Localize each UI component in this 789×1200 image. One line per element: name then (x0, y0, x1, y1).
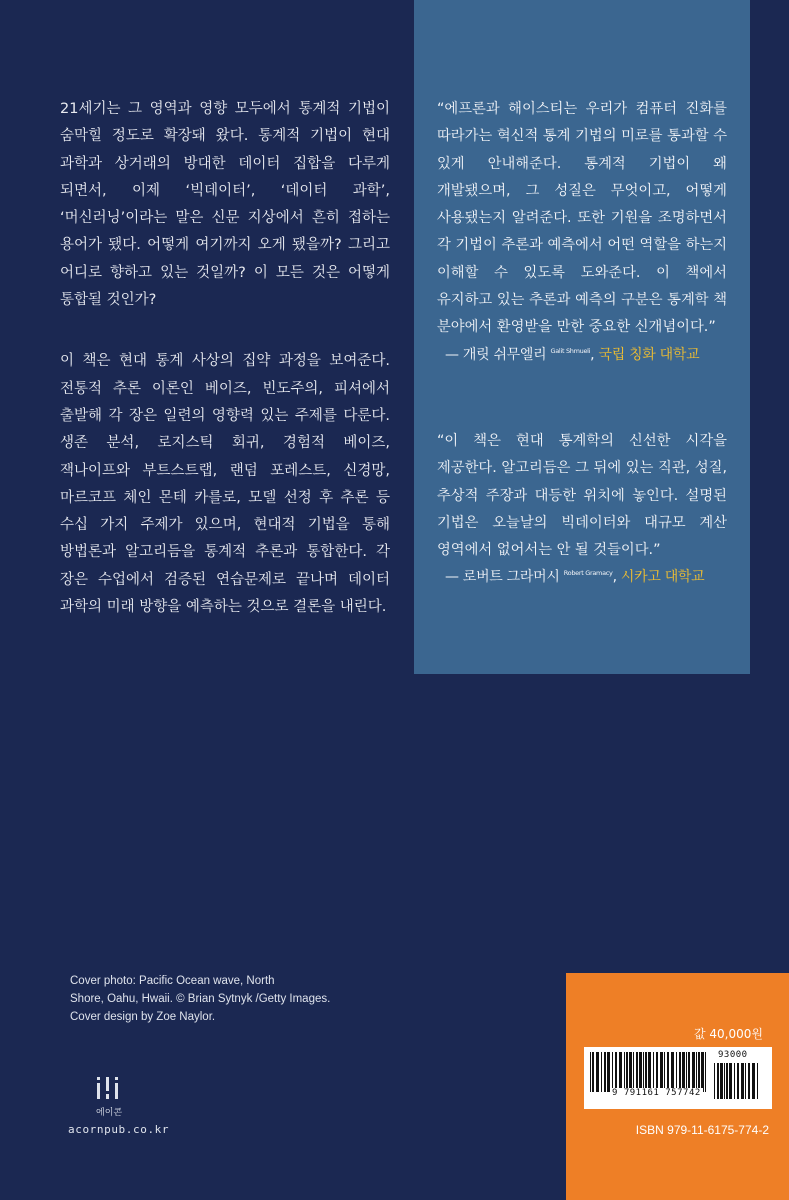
barcode-bar (592, 1052, 594, 1092)
testimonial-1-affiliation: 국립 칭화 대학교 (598, 346, 700, 363)
barcode-bar (645, 1052, 647, 1092)
barcode-bar (636, 1052, 638, 1092)
barcode-bar (752, 1063, 755, 1099)
publisher-name: 에이콘 (96, 1108, 123, 1118)
barcode-bar (737, 1063, 739, 1099)
barcode-bar (671, 1052, 674, 1092)
barcode-bar (682, 1052, 685, 1092)
testimonial-2-attribution (437, 566, 727, 586)
barcode-bar (714, 1063, 715, 1099)
barcode-bar (667, 1052, 669, 1092)
credit-line-2: Shore, Oahu, Hwaii. © Brian Sytnyk /Getty Images. (70, 993, 331, 1005)
barcode-main-bars (590, 1052, 710, 1092)
description-paragraph-2: 이 책은 현대 통계 사상의 집약 과정을 보여준다. 전통적 추론 이론인 베이즈, 빈도주의, 피셔에서 출발해 각 장은 일련의 영향력 있는 주제를 다룬다. 생존 분석, 로지스틱 회귀, 경험적 베이즈, 잭나이프와 부트스트랩, 랜덤 포레스트, 신경망, 마르코프 체인 몬테 카를로, 모델 선정 후 추론 등 수십 가지 주제가 있으며, 현대적 기법을 통해 방법론과 알고리듬을 통계적 추론과 통합한다. 각 장은 수업에서 검증된 연습문제로 끝나며 데이터 과학의 미래 방향을 예측하는 것으로 결론을 내린다. (60, 353, 390, 616)
barcode-bar (717, 1063, 719, 1099)
barcode-bar (643, 1052, 644, 1092)
barcode-addon-bars (714, 1063, 764, 1099)
barcode-bar (626, 1052, 628, 1092)
barcode-bar (619, 1052, 622, 1092)
price: 값 40,000원 (694, 1027, 763, 1041)
barcode-bar (676, 1052, 677, 1092)
testimonial-2-author: 로버트 그라머시 (462, 569, 560, 586)
barcode-bar (692, 1052, 695, 1092)
testimonial-1 (437, 96, 727, 364)
barcode-bar (633, 1052, 634, 1092)
description-paragraph-1: 21세기는 그 영역과 영향 모두에서 통계적 기법이 숨막힐 정도로 확장돼 왔다. 통계적 기법이 현대 과학과 상거래의 방대한 데이터 집합을 다루게 되면서, 이제 ‘빅데이터’, ‘데이터 과학’, ‘머신러닝’이라는 말은 신문 지상에서 흔히 접하는 용어가 됐다. 어떻게 여기까지 오게 됐을까? 그리고 어디로 향하고 있는 것일까? 이 모든 것은 어떻게 통합될 것인가? (60, 101, 390, 309)
barcode-bar (624, 1052, 625, 1092)
barcode-bar (705, 1052, 706, 1092)
barcode-bar (701, 1052, 704, 1092)
barcode-bar (660, 1052, 663, 1092)
barcode-bar (612, 1052, 613, 1092)
isbn: ISBN 979-11-6175-774-2 (635, 1123, 769, 1137)
barcode-bar (698, 1052, 700, 1092)
testimonial-1-attribution (437, 344, 727, 364)
attribution-separator: , (590, 346, 599, 363)
barcode-bar (686, 1052, 687, 1092)
testimonial-2-affiliation: 시카고 대학교 (620, 569, 705, 586)
description-column (60, 96, 390, 655)
barcode-bar (629, 1052, 632, 1092)
barcode-bar (720, 1063, 723, 1099)
barcode-bar (615, 1052, 617, 1092)
credit-line-3: Cover design by Zoe Naylor. (70, 1011, 216, 1023)
barcode-bar (748, 1063, 750, 1099)
price-barcode-block (566, 973, 789, 1200)
barcode-bar (607, 1052, 610, 1092)
testimonial-2 (437, 428, 727, 586)
barcode-main-digits: 9 791161 757742 (612, 1088, 701, 1098)
barcode-bar (653, 1052, 654, 1092)
attribution-dash: — (445, 569, 463, 586)
barcode-bar (696, 1052, 697, 1092)
barcode-bar (726, 1063, 728, 1099)
barcode-bar (724, 1063, 725, 1099)
testimonial-2-author-en: Robert Gramacy (563, 569, 613, 578)
barcode-bar (688, 1052, 690, 1092)
credit-line-1: Cover photo: Pacific Ocean wave, North (70, 975, 275, 987)
barcode-bar (664, 1052, 665, 1092)
barcode-bar (590, 1052, 591, 1092)
barcode (584, 1047, 772, 1109)
cover-credits (70, 972, 370, 1026)
barcode-addon-digits: 93000 (718, 1050, 748, 1060)
attribution-separator: , (612, 569, 621, 586)
testimonial-2-text: “이 책은 현대 통계학의 신선한 시각을 제공한다. 알고리듬은 그 뒤에 있는 직관, 성질, 추상적 주장과 대등한 위치에 놓인다. 설명된 기법은 오늘날의 빅데이터와 대규모 계산 영역에서 없어서는 안 될 것들이다.” (437, 433, 727, 559)
publisher-url: acornpub.co.kr (68, 1123, 170, 1136)
barcode-bar (734, 1063, 735, 1099)
barcode-bar (757, 1063, 758, 1099)
barcode-bar (729, 1063, 732, 1099)
barcode-bar (745, 1063, 746, 1099)
barcode-bar (648, 1052, 651, 1092)
barcode-bar (601, 1052, 602, 1092)
acorn-logo-icon (94, 1075, 122, 1107)
barcode-bar (679, 1052, 681, 1092)
barcode-bar (741, 1063, 744, 1099)
testimonial-1-text: “에프론과 해이스티는 우리가 컴퓨터 진화를 따라가는 혁신적 통계 기법의 미로를 통과할 수 있게 안내해준다. 통계적 기법이 왜 개발됐으며, 그 성질은 무엇이고, 어떻게 사용됐는지 알려준다. 또한 기원을 조명하면서 각 기법이 추론과 예측에서 어떤 역할을 하는지 이해할 수 있도록 도와준다. 이 책에서 유지하고 있는 추론과 예측의 구분은 통계학 책 분야에서 환영받을 만한 중요한 신개념이다.” (437, 101, 727, 336)
testimonial-1-author-en: Galit Shmueli (550, 346, 591, 355)
barcode-bar (596, 1052, 599, 1092)
attribution-dash: — (445, 346, 463, 363)
barcode-bar (656, 1052, 658, 1092)
barcode-bar (639, 1052, 642, 1092)
barcode-bar (604, 1052, 606, 1092)
testimonial-1-author: 개릿 쉬무엘리 (462, 346, 547, 363)
